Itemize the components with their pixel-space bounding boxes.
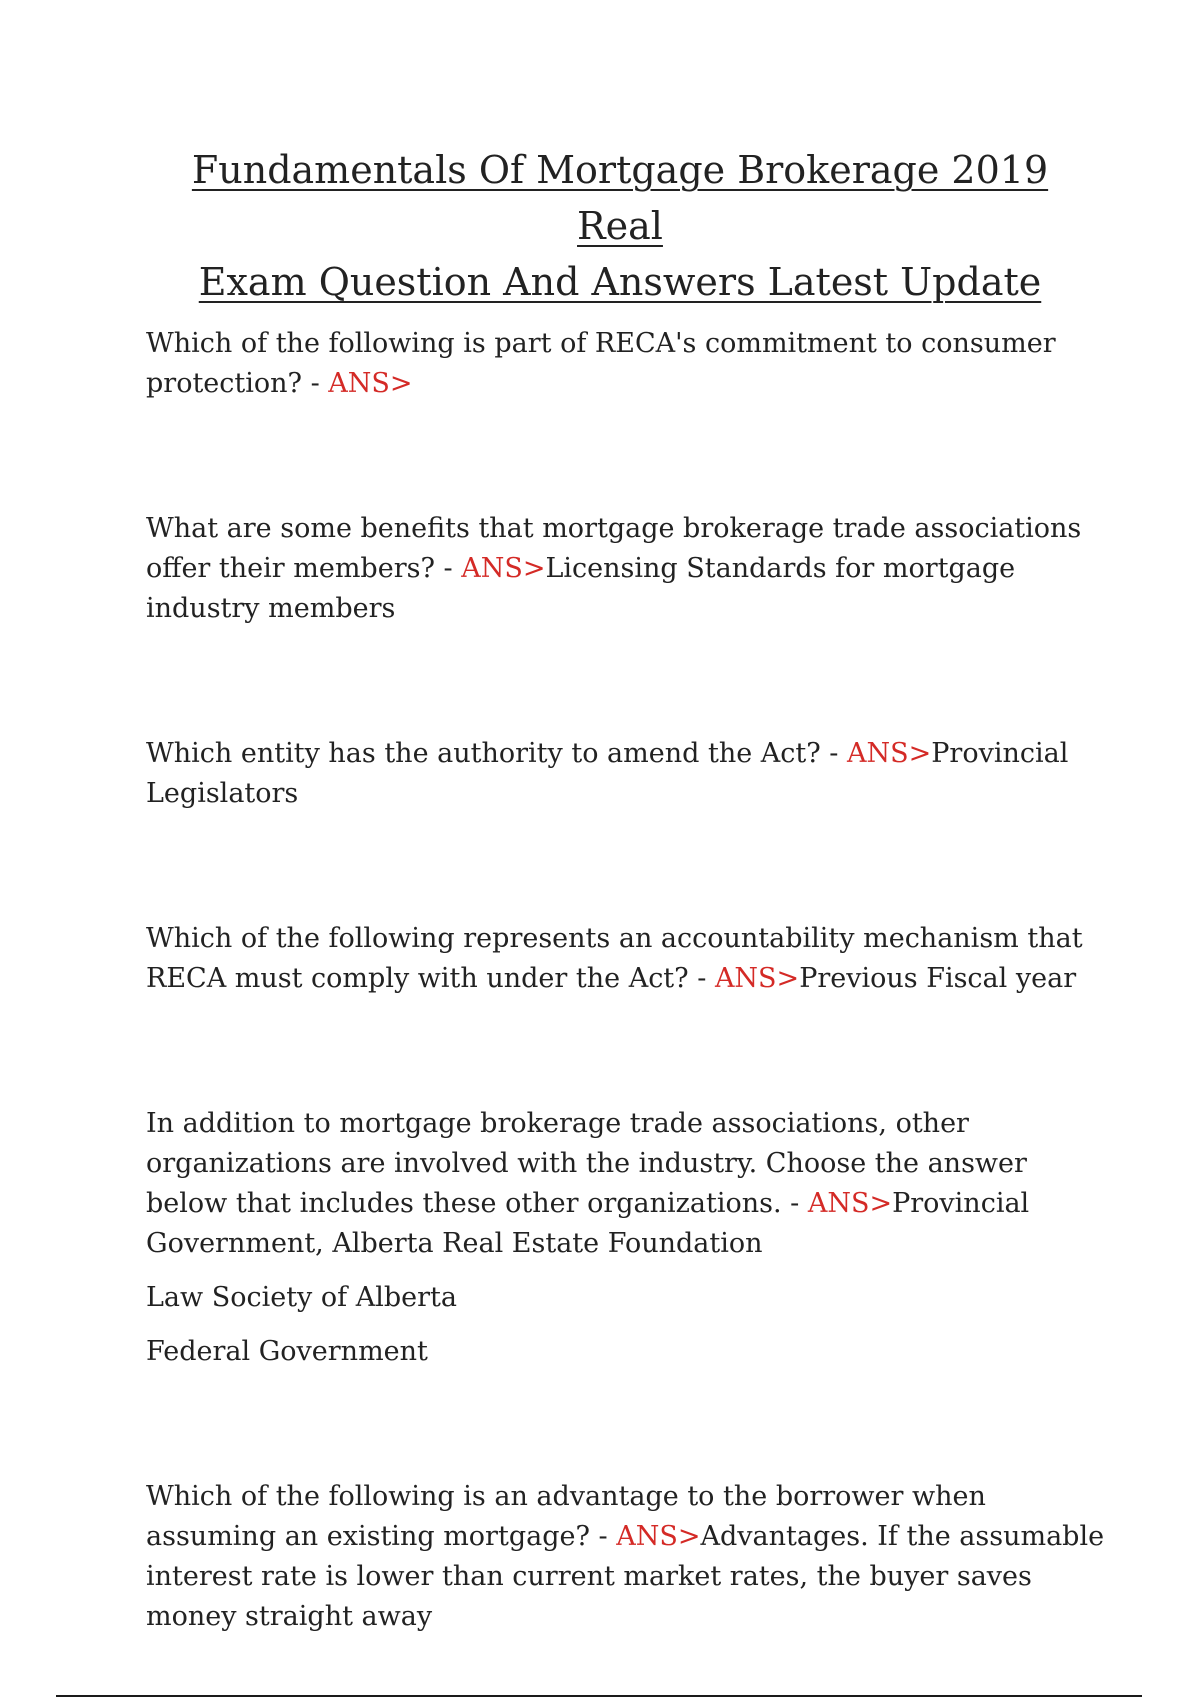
question-text: Which of the following is an advantage to the borrower when assuming an existing mortgage? -: [146, 1481, 986, 1552]
qa-item-6: [146, 1477, 1106, 1637]
answer-text: Advantages. If the assumable interest rate is lower than current market rates, the buyer saves money straight away: [146, 1521, 1105, 1632]
question-text: What are some benefits that mortgage brokerage trade associations offer their members? -: [146, 513, 1082, 584]
title-line-2: Exam Question And Answers Latest Update: [198, 260, 1042, 304]
qa-item-1: [146, 324, 1106, 404]
question-text: In addition to mortgage brokerage trade associations, other organizations are involved with the industry. Choose the answer below that includes these other organizations. -: [146, 1108, 1027, 1219]
qa-item-5: [146, 1104, 1106, 1264]
qa-item-4: [146, 919, 1106, 999]
answer-text: Licensing Standards for mortgage industry members: [146, 553, 1016, 624]
question-text: Which of the following is part of RECA's commitment to consumer protection? -: [146, 328, 1056, 399]
answer-marker: ANS>: [714, 963, 800, 994]
answer-text: Provincial Government, Alberta Real Estate Foundation: [146, 1188, 1030, 1259]
title-line-1: Fundamentals Of Mortgage Brokerage 2019 Real: [191, 148, 1049, 248]
answer-text: Previous Fiscal year: [799, 963, 1077, 994]
question-text: Which of the following represents an accountability mechanism that RECA must comply with under the Act? -: [146, 923, 1083, 994]
answer-text: Provincial Legislators: [146, 738, 1069, 809]
answer-marker: ANS>: [616, 1521, 701, 1552]
answer-marker: ANS>: [461, 553, 546, 584]
qa-item-2: [146, 509, 1106, 629]
answer-extra-line-1: Law Society of Alberta: [146, 1282, 457, 1313]
qa-list: [146, 324, 1106, 1637]
answer-marker: ANS>: [847, 738, 932, 769]
qa-item-3: [146, 734, 1106, 814]
answer-marker: ANS>: [807, 1188, 893, 1219]
answer-marker: ANS>: [328, 368, 413, 399]
document-title: [150, 142, 1090, 310]
question-text: Which entity has the authority to amend the Act? -: [146, 738, 847, 769]
answer-extra-line-2: Federal Government: [146, 1336, 428, 1367]
page-bottom-rule: [56, 1695, 1142, 1697]
